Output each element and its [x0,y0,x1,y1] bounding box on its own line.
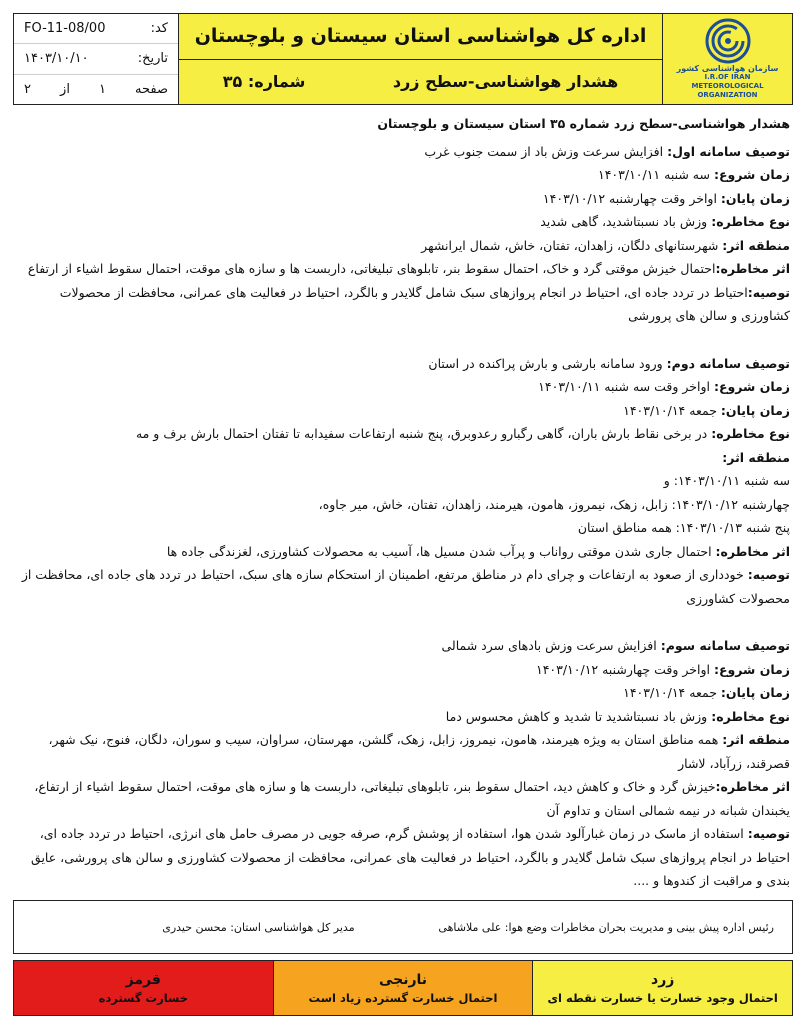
legend-orange-name: نارنجی [378,971,428,988]
system-3-end: زمان پایان: جمعه ۱۴۰۳/۱۰/۱۴ [623,685,790,700]
system-2-section [16,352,790,611]
logo-text-fa: سازمان هواشناسی کشور [676,64,779,73]
system-2-area-line-2: چهارشنبه ۱۴۰۳/۱۰/۱۲: زابل، زهک، نیمروز، هامون، هیرمند، زاهدان، تفتان، خاش، میر جاوه، [318,496,790,512]
page-row [14,75,178,104]
system-1-end: زمان پایان: اواخر وقت چهارشنبه ۱۴۰۳/۱۰/۱۲ [542,190,790,206]
system-2-end: زمان پایان: جمعه ۱۴۰۳/۱۰/۱۴ [623,402,790,418]
system-1-desc: توصیف سامانه اول: افزایش سرعت وزش باد از سمت جنوب غرب [424,143,790,159]
system-3-start: زمان شروع: اواخر وقت چهارشنبه ۱۴۰۳/۱۰/۱۲ [535,661,790,677]
spiral-logo-icon [705,18,751,64]
page-total: ۲ [24,81,31,97]
system-1-start: زمان شروع: سه شنبه ۱۴۰۳/۱۰/۱۱ [598,167,790,182]
warning-level-legend [13,960,793,1016]
legend-yellow [532,961,792,1015]
director-signature: مدیر کل هواشناسی استان: محسن حیدری [162,920,355,934]
signature-box [13,900,793,954]
date-row [14,44,178,74]
system-2-effect: اثر مخاطره: احتمال جاری شدن موقتی رواناب و پرآب شدن مسیل ها، آسیب به محصولات کشاورزی، لغزندگی جاده ها [166,543,790,559]
page-label: صفحه [135,81,168,97]
logo-text-en-3: ORGANIZATION [697,91,758,99]
logo-text-en-1: I.R.OF IRAN [704,73,751,81]
system-3-advice: توصیه: استفاده از ماسک در زمان غبارآلود شدن هوا، استفاده از پوشش گرم، صرفه جویی در مصرف حامل های انرژی، احتیاط در تردد جاده ای، احتیاط در انجام پروازهای سبک شامل گلایدر و بالگرد، احتیاط در فعالیت های عمرانی، محافظت از محصولات کشاورزی و سالن های پرورشی، عایق بندی و مراقبت از کندوها و .... [31,826,790,888]
legend-red [14,961,273,1015]
system-3-section [16,634,790,893]
meteorological-org-logo [662,14,792,104]
code-row [14,14,178,44]
system-2-hazard: نوع مخاطره: در برخی نقاط بارش باران، گاهی رگبارو رعدوبرق، پنج شنبه ارتفاعات سفیدابه تا تفتان احتمال بارش برف و مه [135,426,790,441]
page-of: از [60,81,70,97]
header-subtitle [179,60,662,105]
warning-body [16,112,790,893]
legend-orange [273,961,533,1015]
org-title: اداره کل هواشناسی استان سیستان و بلوچستان [179,14,662,60]
legend-yellow-desc: احتمال وجود خسارت یا خسارت نقطه ای [547,990,778,1005]
date-label: تاریخ: [137,51,168,67]
system-1-hazard: نوع مخاطره: وزش باد نسبتاشدید، گاهی شدید [540,214,790,229]
page-current: ۱ [98,81,106,97]
system-2-desc: توصیف سامانه دوم: ورود سامانه بارشی و بارش پراکنده در استان [428,355,790,371]
system-1-advice: توصیه:احتیاط در تردد جاده ای، احتیاط در انجام پروازهای سبک شامل گلایدر و بالگرد، احتیاط در فعالیت های عمرانی، محافظت از محصولات کشاورزی و سالن های پرورشی [59,284,790,323]
code-label: کد: [150,21,168,37]
system-3-effect: اثر مخاطره:خیزش گرد و خاک و کاهش دید، احتمال سقوط بنر، تابلوهای تبلیغاتی، داربست ها و سازه های موقت، احتمال سقوط اشیاء از ارتفاع، یخبندان شبانه در نیمه شمالی استان و تداوم آن [34,779,790,818]
system-3-area: منطقه اثر: همه مناطق استان به ویژه هیرمند، هامون، نیمروز، زابل، زهک، گلشن، مهرستان، سراوان، سیب و سوران، دلگان، فنوج، نیک شهر، قصرقند، زرآباد، لاشار [48,732,790,771]
legend-red-desc: خسارت گسترده [98,990,189,1005]
header-title-block [179,14,662,104]
date-value: ۱۴۰۳/۱۰/۱۰ [24,51,89,67]
warning-type: هشدار هواشناسی-سطح زرد [392,72,619,92]
forecast-head-signature: رئیس اداره پیش بینی و مدیریت بحران مخاطرات وضع هوا: علی ملاشاهی [438,920,774,934]
logo-text-en [691,73,763,100]
code-value: FO-11-08/00 [24,21,106,37]
system-2-area-label: منطقه اثر: [722,449,790,465]
system-1-section [16,140,790,328]
system-2-area-line-1: سه شنبه ۱۴۰۳/۱۰/۱۱: و [663,473,790,488]
document-header [13,13,793,105]
system-1-effect: اثر مخاطره:احتمال خیزش موقتی گرد و خاک، احتمال سقوط بنر، تابلوهای تبلیغاتی، داربست ها و سازه های موقت، احتمال سقوط اشیاء از ارتفاع [27,261,790,276]
system-3-desc: توصیف سامانه سوم: افزایش سرعت وزش بادهای سرد شمالی [441,638,790,653]
legend-orange-desc: احتمال خسارت گسترده زیاد است [308,990,498,1005]
legend-red-name: قرمز [125,971,161,988]
warning-number: شماره: ۳۵ [222,72,306,92]
system-2-advice: توصیه: خودداری از صعود به ارتفاعات و چرای دام در مناطق مرتفع، اطمینان از استحکام سازه های سبک، احتیاط در تردد های جاده ای، محافظت از محصولات کشاورزی [21,567,790,606]
system-3-hazard: نوع مخاطره: وزش باد نسبتاشدید تا شدید و کاهش محسوس دما [445,708,790,724]
header-meta [14,14,179,104]
warning-title: هشدار هواشناسی-سطح زرد شماره ۳۵ استان سیستان و بلوچستان [377,116,790,131]
logo-text-en-2: METEOROLOGICAL [691,82,764,90]
legend-yellow-name: زرد [651,971,675,988]
system-2-start: زمان شروع: اواخر وقت سه شنبه ۱۴۰۳/۱۰/۱۱ [538,379,790,394]
system-2-area-line-3: پنج شنبه ۱۴۰۳/۱۰/۱۳: همه مناطق استان [577,520,790,535]
system-1-area: منطقه اثر: شهرستانهای دلگان، زاهدان، تفتان، خاش، شمال ایرانشهر [421,237,790,253]
